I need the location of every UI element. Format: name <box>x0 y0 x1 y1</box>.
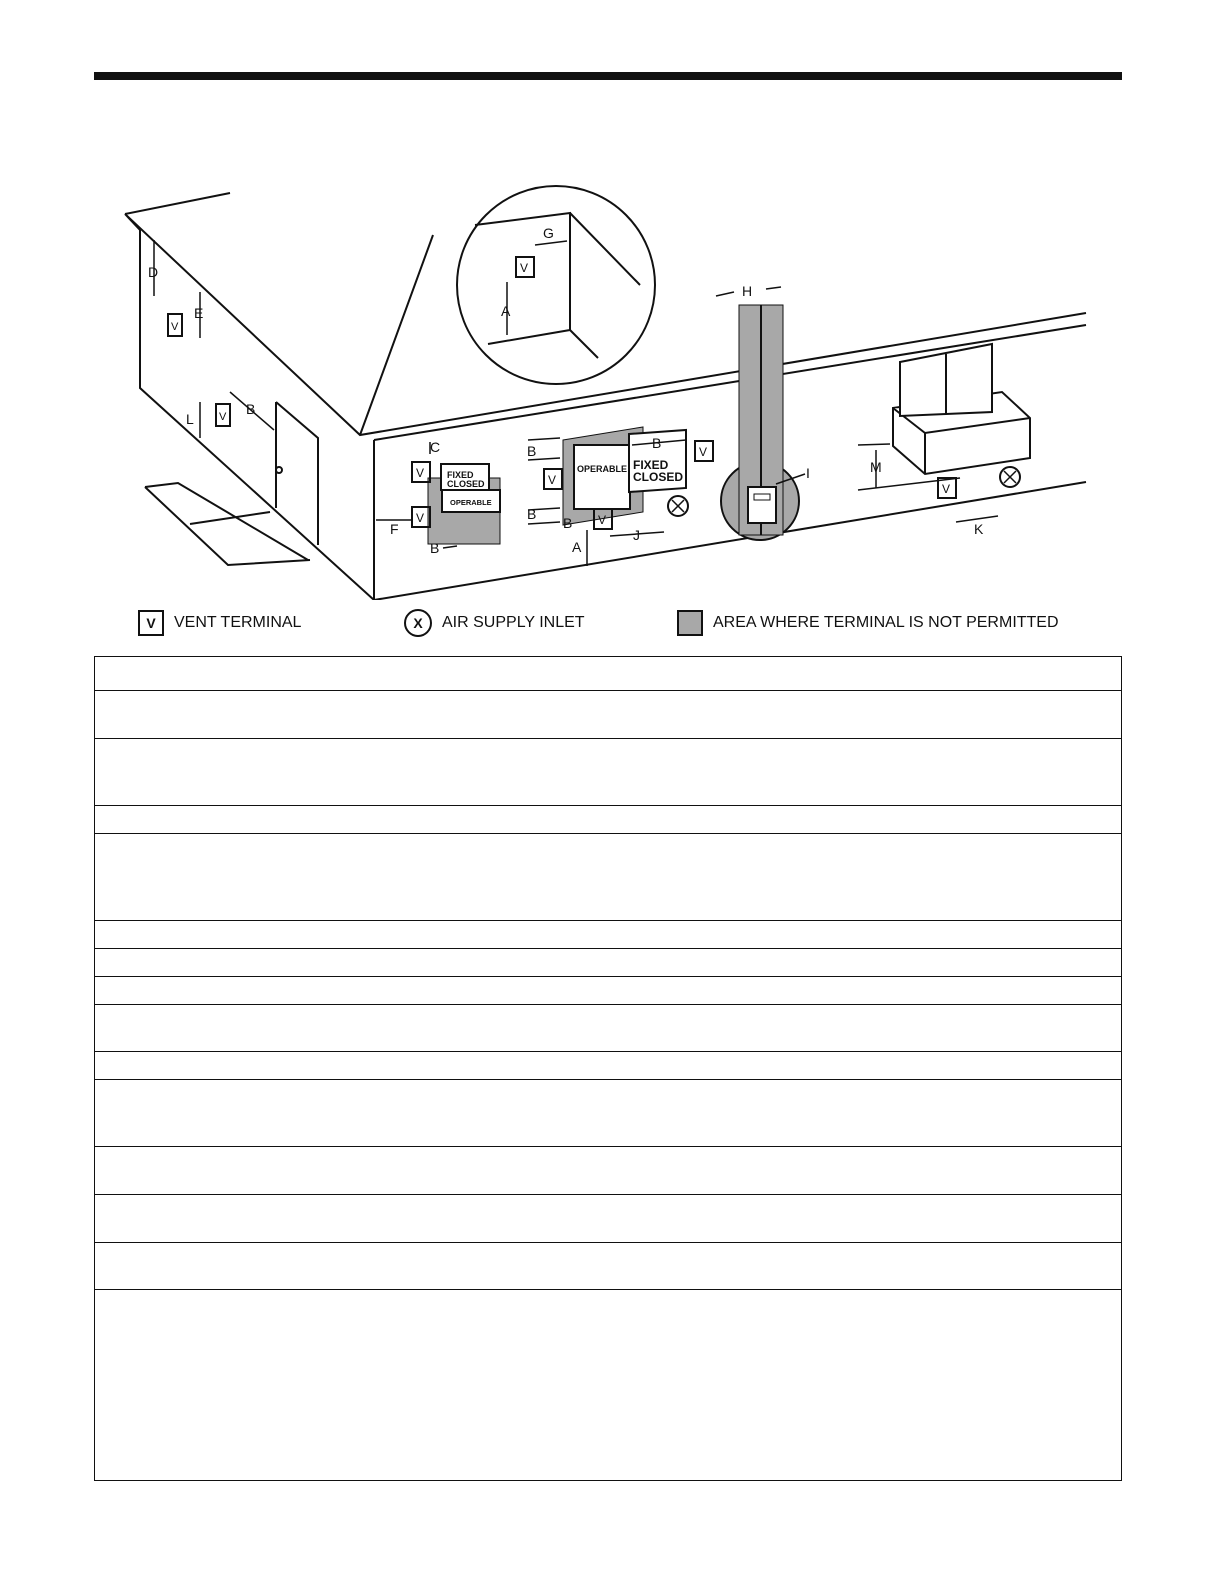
door-knob <box>276 467 282 473</box>
small-window <box>428 464 500 544</box>
table-row <box>95 1195 1122 1243</box>
vent-clearance-diagram <box>0 0 1224 600</box>
vent-terminal-large-right <box>695 441 713 461</box>
sidewalk <box>145 483 310 565</box>
porch-structure <box>893 344 1030 474</box>
clearance-table <box>94 656 1122 1481</box>
table-row <box>95 691 1122 739</box>
svg-text:V: V <box>416 466 425 480</box>
table-row <box>95 1005 1122 1052</box>
label-b-small: B <box>430 540 440 556</box>
label-d: D <box>148 264 159 280</box>
svg-text:V: V <box>942 482 951 496</box>
label-b-upper: B <box>527 443 537 459</box>
door <box>276 402 318 545</box>
table-row <box>95 949 1122 977</box>
label-i: I <box>806 465 810 481</box>
legend-restricted-area <box>677 608 1059 638</box>
corner-detail-inset <box>457 186 655 384</box>
label-b-top: B <box>652 435 662 451</box>
label-b-mid: B <box>563 515 573 531</box>
svg-text:V: V <box>699 445 708 459</box>
restricted-area-swatch <box>677 610 703 636</box>
vent-terminal-icon: V <box>138 610 164 636</box>
air-supply-inlet-mid <box>668 496 688 516</box>
table-row <box>95 1080 1122 1147</box>
table-row <box>95 1243 1122 1290</box>
label-h: H <box>742 283 753 299</box>
label-m: M <box>870 459 882 475</box>
svg-text:FIXEDCLOSED: FIXED CLOSED <box>633 458 684 484</box>
svg-text:OPERABLE: OPERABLE <box>450 498 492 507</box>
table-row <box>95 1147 1122 1195</box>
label-a: A <box>572 539 582 555</box>
svg-text:OPERABLE: OPERABLE <box>577 464 628 474</box>
vent-terminal-window-lower <box>412 507 430 527</box>
table-row <box>95 1290 1122 1481</box>
svg-text:V: V <box>520 261 529 275</box>
legend-vent-terminal <box>138 608 301 638</box>
label-b-lower: B <box>527 506 537 522</box>
air-supply-inlet-icon: X <box>404 609 432 637</box>
label-k: K <box>974 521 984 537</box>
vent-terminal-large-left <box>544 469 562 489</box>
svg-text:V: V <box>598 513 607 527</box>
label-g: G <box>543 225 554 241</box>
svg-text:FIXEDCLOSED: FIXED CLOSED <box>447 470 485 489</box>
table-row <box>95 657 1122 691</box>
svg-text:V: V <box>219 411 227 423</box>
table-row <box>95 806 1122 834</box>
table-row <box>95 921 1122 949</box>
table-row <box>95 1052 1122 1080</box>
label-b-side: B <box>246 401 256 417</box>
table-row <box>95 834 1122 921</box>
gas-meter-area <box>721 305 799 540</box>
legend-label-air: AIR SUPPLY INLET <box>442 614 585 631</box>
vent-terminal-left-upper <box>168 314 182 336</box>
air-supply-inlet-right <box>1000 467 1020 487</box>
legend-label-restricted: AREA WHERE TERMINAL IS NOT PERMITTED <box>713 614 1059 631</box>
svg-text:V: V <box>416 511 425 525</box>
label-l: L <box>186 411 194 427</box>
vent-terminal-window-upper <box>412 462 430 482</box>
label-e: E <box>194 305 204 321</box>
table-row <box>95 977 1122 1005</box>
label-c: C <box>430 439 441 455</box>
vent-terminal-left-lower <box>216 404 230 426</box>
legend-air-supply <box>404 608 585 638</box>
label-f: F <box>390 521 399 537</box>
label-j: J <box>633 527 640 543</box>
svg-text:V: V <box>548 473 557 487</box>
label-a-inset: A <box>501 303 511 319</box>
svg-text:V: V <box>171 321 179 333</box>
legend-label-vent: VENT TERMINAL <box>174 614 302 631</box>
table-row <box>95 739 1122 806</box>
